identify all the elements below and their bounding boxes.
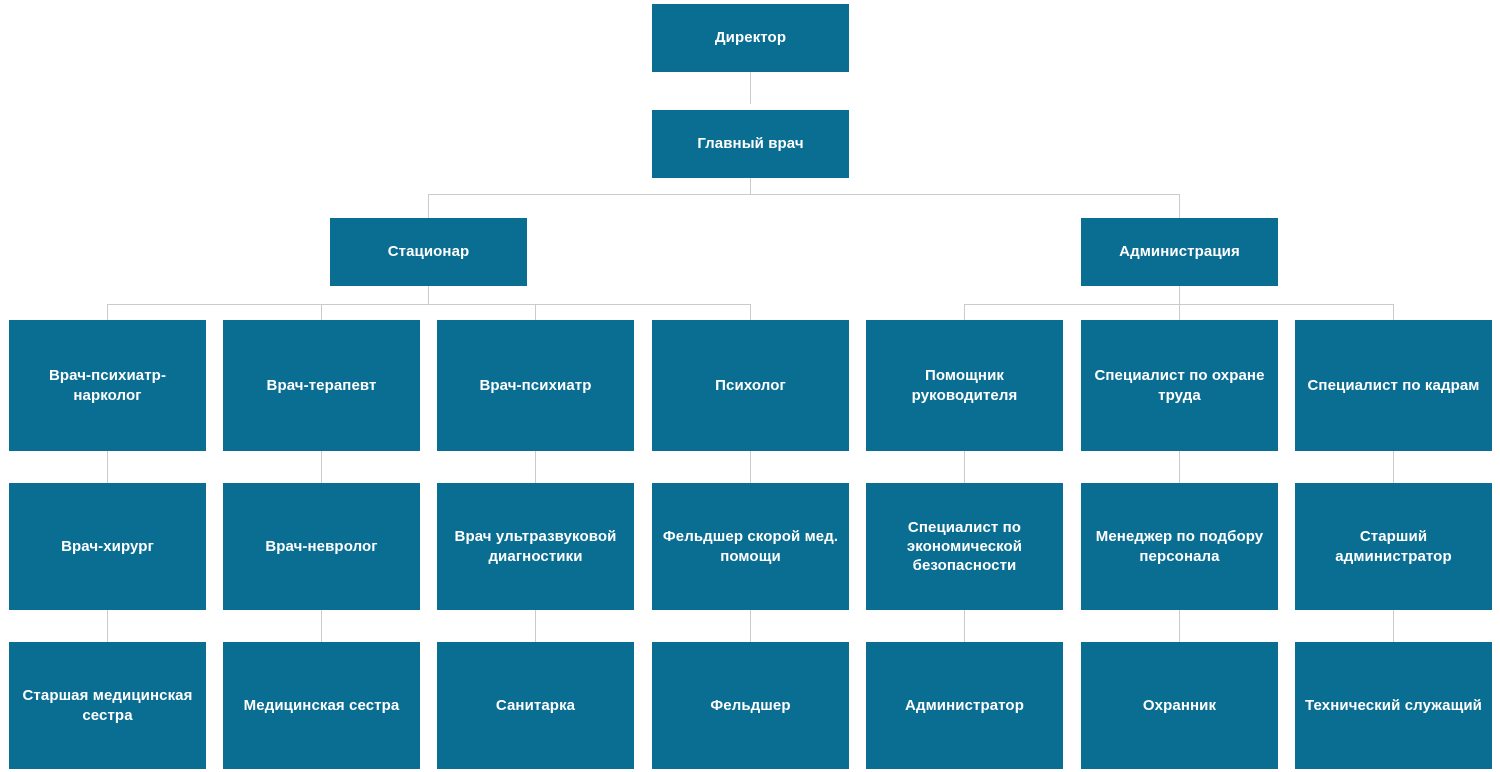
node-row2-4[interactable]: Фельдшер скорой мед. помощи [652, 483, 849, 610]
node-row3-2[interactable]: Медицинская сестра [223, 642, 420, 769]
connector-stationar-child-2 [321, 304, 322, 320]
node-stationar[interactable]: Стационар [330, 218, 527, 286]
node-row1-2[interactable]: Врач-терапевт [223, 320, 420, 451]
connector-row1-row2-6 [1179, 451, 1180, 483]
connector-row2-row3-2 [321, 610, 322, 642]
node-chief-doctor[interactable]: Главный врач [652, 110, 849, 178]
node-row1-5[interactable]: Помощник руководителя [866, 320, 1063, 451]
node-row2-2[interactable]: Врач-невролог [223, 483, 420, 610]
node-row2-5[interactable]: Специалист по экономической безопасности [866, 483, 1063, 610]
connector-row2-row3-1 [107, 610, 108, 642]
node-row3-7[interactable]: Технический служащий [1295, 642, 1492, 769]
connector-row1-row2-2 [321, 451, 322, 483]
connector-administration-child-3 [1393, 304, 1394, 320]
node-row3-6[interactable]: Охранник [1081, 642, 1278, 769]
node-row2-1[interactable]: Врач-хирург [9, 483, 206, 610]
connector-administration-down [1179, 286, 1180, 304]
node-row3-1[interactable]: Старшая медицинская сестра [9, 642, 206, 769]
connector-stationar-child-1 [107, 304, 108, 320]
connector-chief-down [750, 178, 751, 194]
connector-row2-row3-6 [1179, 610, 1180, 642]
connector-bus-administration [1179, 194, 1180, 218]
node-row1-1[interactable]: Врач-психиатр-нарколог [9, 320, 206, 451]
connector-row1-row2-4 [750, 451, 751, 483]
node-row1-4[interactable]: Психолог [652, 320, 849, 451]
connector-row2-row3-4 [750, 610, 751, 642]
node-row3-5[interactable]: Администратор [866, 642, 1063, 769]
connector-row2-row3-5 [964, 610, 965, 642]
connector-row1-row2-1 [107, 451, 108, 483]
connector-director-chief [750, 72, 751, 104]
connector-row2-row3-3 [535, 610, 536, 642]
connector-stationar-bus [107, 304, 750, 305]
connector-stationar-down [428, 286, 429, 304]
node-row2-6[interactable]: Менеджер по подбору персонала [1081, 483, 1278, 610]
node-row2-3[interactable]: Врач ультразвуковой диагностики [437, 483, 634, 610]
connector-bus-stationar [428, 194, 429, 218]
connector-row1-row2-3 [535, 451, 536, 483]
connector-stationar-child-4 [750, 304, 751, 320]
node-row3-4[interactable]: Фельдшер [652, 642, 849, 769]
node-director[interactable]: Директор [652, 4, 849, 72]
connector-row1-row2-5 [964, 451, 965, 483]
connector-stationar-child-3 [535, 304, 536, 320]
node-row1-6[interactable]: Специалист по охране труда [1081, 320, 1278, 451]
connector-row1-row2-7 [1393, 451, 1394, 483]
connector-administration-child-2 [1179, 304, 1180, 320]
node-row2-7[interactable]: Старший администратор [1295, 483, 1492, 610]
connector-row2-row3-7 [1393, 610, 1394, 642]
connector-administration-child-1 [964, 304, 965, 320]
connector-level1-bus [428, 194, 1180, 195]
node-row1-3[interactable]: Врач-психиатр [437, 320, 634, 451]
node-row1-7[interactable]: Специалист по кадрам [1295, 320, 1492, 451]
node-row3-3[interactable]: Санитарка [437, 642, 634, 769]
node-administration[interactable]: Администрация [1081, 218, 1278, 286]
